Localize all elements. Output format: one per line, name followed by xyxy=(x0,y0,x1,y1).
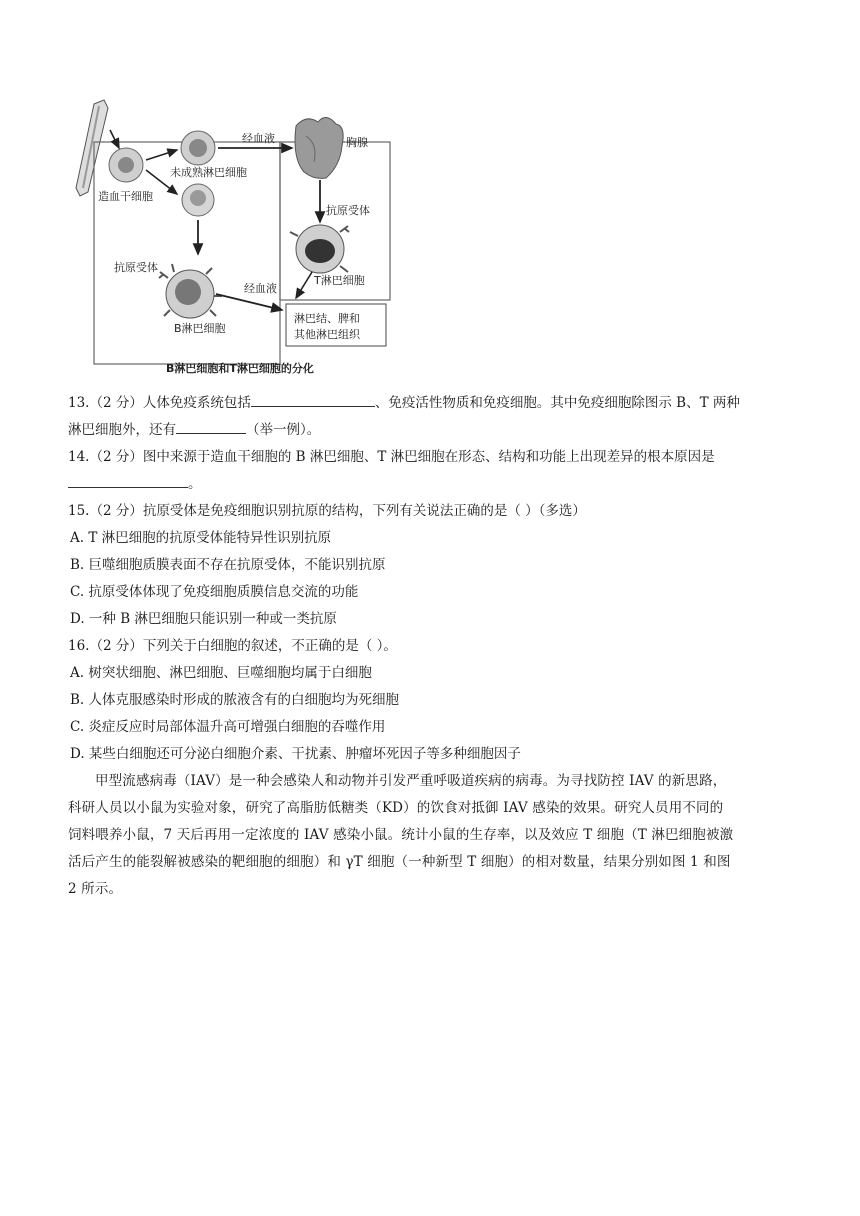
blood-label-1: 经血液 xyxy=(242,132,275,145)
q15-stem: 15.（2 分）抗原受体是免疫细胞识别抗原的结构，下列有关说法正确的是（ ）（多选） xyxy=(68,503,586,519)
q13-line-1: 13.（2 分）人体免疫系统包括 、免疫活性物质和免疫细胞。其中免疫细胞除图示 B、T 两种 xyxy=(68,390,794,417)
q16-stem: 16.（2 分）下列关于白细胞的叙述，不正确的是（ ）。 xyxy=(68,638,397,654)
q14-line-1: 14.（2 分）图中来源于造血干细胞的 B 淋巴细胞、T 淋巴细胞在形态、结构和功能上出现差异的根本原因是 xyxy=(68,449,715,465)
stem-cell xyxy=(109,148,143,182)
q14-line-2: 。 xyxy=(68,471,794,498)
passage-line-1: 甲型流感病毒（IAV）是一种会感染人和动物并引发严重呼吸道疾病的病毒。为寻找防控 IAV 的新思路， xyxy=(95,773,727,789)
passage xyxy=(68,768,794,903)
hsc-label: 造血干细胞 xyxy=(98,190,153,203)
b-cell-label: B淋巴细胞 xyxy=(174,322,226,335)
q13-blank-2[interactable] xyxy=(176,419,246,434)
q15-option-a[interactable]: A. T 淋巴细胞的抗原受体能特异性识别抗原 xyxy=(70,530,332,546)
q16-option-c[interactable]: C. 炎症反应时局部体温升高可增强白细胞的吞噬作用 xyxy=(70,719,386,735)
question-text xyxy=(68,390,794,903)
b-cell xyxy=(159,264,222,318)
q16-option-b[interactable]: B. 人体克服感染时形成的脓液含有的白细胞均为死细胞 xyxy=(70,692,400,708)
immature-label: 未成熟淋巴细胞 xyxy=(170,166,247,179)
q13-blank-1[interactable] xyxy=(251,392,375,407)
t-cell xyxy=(290,225,349,273)
q14-blank[interactable] xyxy=(68,473,188,488)
passage-line-3: 饲料喂养小鼠，7 天后再用一定浓度的 IAV 感染小鼠。统计小鼠的生存率，以及效应 T 细胞（T 淋巴细胞被激 xyxy=(68,827,734,843)
q15-option-c[interactable]: C. 抗原受体体现了免疫细胞质膜信息交流的功能 xyxy=(70,584,359,600)
t-cell-label: T淋巴细胞 xyxy=(314,274,365,287)
blood-label-2: 经血液 xyxy=(244,282,277,295)
bone-illustration xyxy=(76,100,108,196)
immature-lymphocyte xyxy=(181,131,215,165)
b-receptor-label: 抗原受体 xyxy=(114,261,158,274)
passage-line-5: 2 所示。 xyxy=(68,881,123,897)
passage-line-4: 活后产生的能裂解被感染的靶细胞的细胞）和 γT 细胞（一种新型 T 细胞）的相对数量，结果分别如图 1 和图 xyxy=(68,854,731,870)
q15-option-d[interactable]: D. 一种 B 淋巴细胞只能识别一种或一类抗原 xyxy=(70,611,337,627)
q16-option-a[interactable]: A. 树突状细胞、淋巴细胞、巨噬细胞均属于白细胞 xyxy=(70,665,372,681)
figure-caption: B淋巴细胞和T淋巴细胞的分化 xyxy=(166,362,314,375)
q16-option-d[interactable]: D. 某些白细胞还可分泌白细胞介素、干扰素、肿瘤坏死因子等多种细胞因子 xyxy=(70,746,521,762)
lymphocyte-differentiation-figure xyxy=(74,96,404,386)
t-receptor-label: 抗原受体 xyxy=(326,204,370,217)
q13-line-2: 淋巴细胞外，还有 （举一例）。 xyxy=(68,417,794,444)
lymph-label-1: 淋巴结、脾和 xyxy=(294,312,360,325)
q15-option-b[interactable]: B. 巨噬细胞质膜表面不存在抗原受体，不能识别抗原 xyxy=(70,557,386,573)
immature-lymphocyte-2 xyxy=(182,184,214,216)
thymus-label: 胸腺 xyxy=(346,136,368,149)
thymus-illustration xyxy=(295,117,343,178)
passage-line-2: 科研人员以小鼠为实验对象，研究了高脂肪低糖类（KD）的饮食对抵御 IAV 感染的效果。研究人员用不同的 xyxy=(68,800,724,816)
lymph-label-2: 其他淋巴组织 xyxy=(294,328,360,341)
